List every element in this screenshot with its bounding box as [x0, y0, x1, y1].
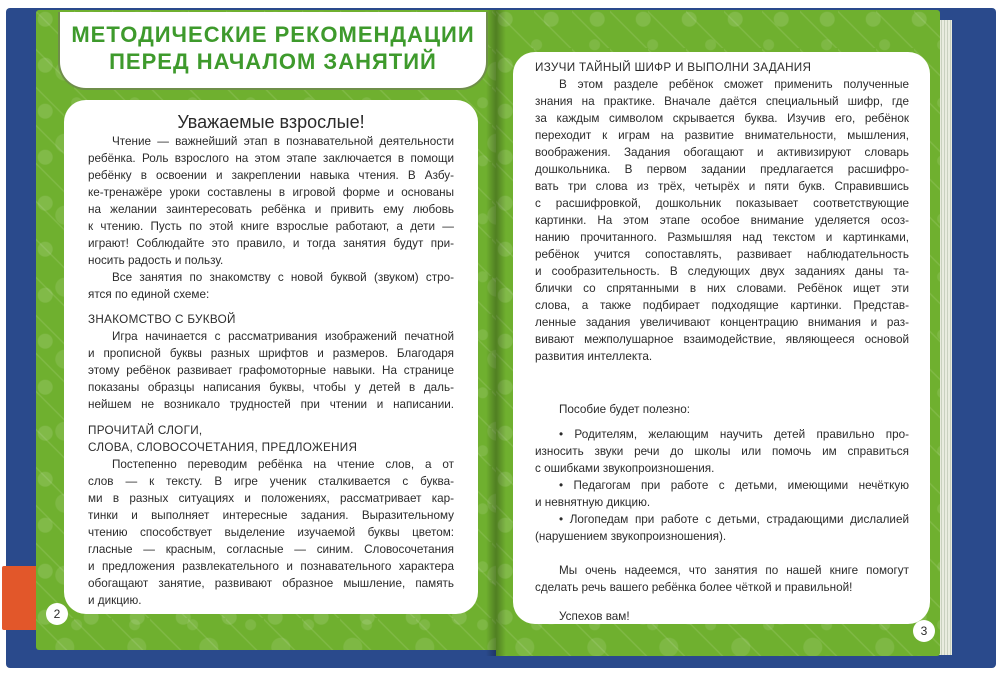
- intro-line: ке-тренажёре уроки составлены в игровой форме и основаны: [88, 186, 454, 199]
- section3-line: с расшифровкой, дошкольник показывает соответствующие: [535, 197, 909, 210]
- section3-line: дошкольника. В первом задании предлагается расшифро-: [535, 163, 909, 176]
- page-number-left: 2: [46, 603, 68, 625]
- bullet-teachers: • Педагогам при работе с детьми, имеющими нечёткую: [559, 479, 909, 492]
- scheme-line: Все занятия по знакомству с новой буквой (звуком) стро-: [112, 271, 454, 284]
- intro-line: ребёнка. Роль взрослого на этом этапе заключается в помощи: [88, 152, 454, 165]
- bullet-speech-therapists: (нарушением звукопроизношения).: [535, 530, 727, 543]
- section1-line: Игра начинается с рассматривания изображений печатной: [112, 330, 454, 343]
- section3-line: ребёнок учится сопоставлять, развивает наблюдательность: [535, 248, 909, 261]
- section2-line: Постепенно переводим ребёнка на чтение слов, а от: [112, 458, 454, 471]
- section2-line: и дикцию.: [88, 594, 142, 607]
- section3-line: переходит к играм на развитие внимательности, мышления,: [535, 129, 909, 142]
- section2-line: слов — к тексту. В игре ученик сталкивается с буква-: [88, 475, 454, 488]
- intro-line: носить радость и пользу.: [88, 254, 224, 267]
- section3-line: вать три слова из трёх, четырёх и пяти букв. Справившись: [535, 180, 909, 193]
- intro-line: к чтению. Пусть по этой книге взрослые работают, а дети —: [88, 220, 454, 233]
- right-text-panel: [513, 52, 930, 624]
- intro-line: ребёнку в освоении и закреплении навыка чтения. В Азбу-: [88, 169, 454, 182]
- section2-line: тинки и выполняет интересные задания. Выразительному: [88, 509, 454, 522]
- greeting-heading: Уважаемые взрослые!: [177, 112, 365, 132]
- section3-line: воображения. Задания обогащают и активизируют словарь: [535, 146, 909, 159]
- farewell: Успехов вам!: [559, 610, 630, 623]
- section3-line: развития интеллекта.: [535, 350, 653, 363]
- section1-line: этому ребёнок развивает графомоторные навыки. На странице: [88, 364, 454, 377]
- section2-line: чтению способствует выделение изучаемой буквы цветом:: [88, 526, 454, 539]
- section3-line: блички со спрятанными в них словами. Ребёнок ищет эти: [535, 282, 909, 295]
- useful-title: Пособие будет полезно:: [559, 403, 690, 416]
- section2-line: и предложения развлекательного и познавательного характера: [88, 560, 454, 573]
- intro-line: играют! Соблюдайте это правило, и тогда занятия будут при-: [88, 237, 454, 250]
- closing-line: Мы очень надеемся, что занятия по нашей книге помогут: [559, 564, 909, 577]
- intro-line: Чтение — важнейший этап в познавательной деятельности: [112, 135, 454, 148]
- left-text-panel: [64, 100, 478, 614]
- section-title-syllables: ПРОЧИТАЙ СЛОГИ,: [88, 424, 203, 437]
- section-title-alphabet: ЗНАКОМСТВО С БУКВОЙ: [88, 313, 236, 326]
- bullet-parents: с ошибками звукопроизношения.: [535, 462, 715, 475]
- section2-line: ми в разных ситуациях и положениях, рассматривает кар-: [88, 492, 454, 505]
- section3-line: слова, а также подбирает подходящие картинки. Представ-: [535, 299, 909, 312]
- section3-line: и сообразительность. В следующих двух заданиях даны та-: [535, 265, 909, 278]
- section-title-sentences: СЛОВА, СЛОВОСОЧЕТАНИЯ, ПРЕДЛОЖЕНИЯ: [88, 441, 358, 454]
- intro-line: на желании заинтересовать ребёнка и привить ему любовь: [88, 203, 454, 216]
- page-number-right: 3: [913, 620, 935, 642]
- section3-line: нанию прочитанного. Размышляя над текстом и картинками,: [535, 231, 909, 244]
- book-gutter: [486, 10, 506, 656]
- title-line-1: МЕТОДИЧЕСКИЕ РЕКОМЕНДАЦИИ: [71, 22, 475, 47]
- closing-line: сделать речь вашего ребёнка более чёткой и правильной!: [535, 581, 853, 594]
- methodical-title-box: [58, 12, 488, 90]
- section1-line: показаны образцы написания буквы, чтобы у детей в даль-: [88, 381, 454, 394]
- bullet-teachers: и невнятную дикцию.: [535, 496, 651, 509]
- bullet-speech-therapists: • Логопедам при работе с детьми, страдающими дислалией: [559, 513, 909, 526]
- section-title-cipher: ИЗУЧИ ТАЙНЫЙ ШИФР И ВЫПОЛНИ ЗАДАНИЯ: [535, 61, 812, 74]
- section1-line: и прописной буквы разных шрифтов и размеров. Благодаря: [88, 347, 454, 360]
- bullet-parents: износить звуки речи до школы или помочь им справиться: [535, 445, 909, 458]
- scheme-line: ятся по единой схеме:: [88, 288, 210, 301]
- title-line-2: ПЕРЕД НАЧАЛОМ ЗАНЯТИЙ: [109, 49, 437, 74]
- section3-line: В этом разделе ребёнок сможет применить полученные: [559, 78, 909, 91]
- bullet-parents: • Родителям, желающим научить детей правильно про-: [559, 428, 909, 441]
- section3-line: ленные задания увеличивают концентрацию внимания и раз-: [535, 316, 909, 329]
- section3-line: за каждым символом скрывается буква. Изучив его, ребёнок: [535, 112, 909, 125]
- section1-line: нейшем не возникало трудностей при чтении и написании.: [88, 398, 454, 411]
- section3-line: знания на практике. Вначале даётся специальный шифр, где: [535, 95, 909, 108]
- section2-line: гласные — красным, согласные — синим. Словосочетания: [88, 543, 454, 556]
- section2-line: обогащают занятие, развивают образное мышление, память: [88, 577, 454, 590]
- section3-line: вивают межполушарное взаимодействие, являющееся основой: [535, 333, 909, 346]
- section3-line: картинки. На этом этапе особое внимание уделяется осоз-: [535, 214, 909, 227]
